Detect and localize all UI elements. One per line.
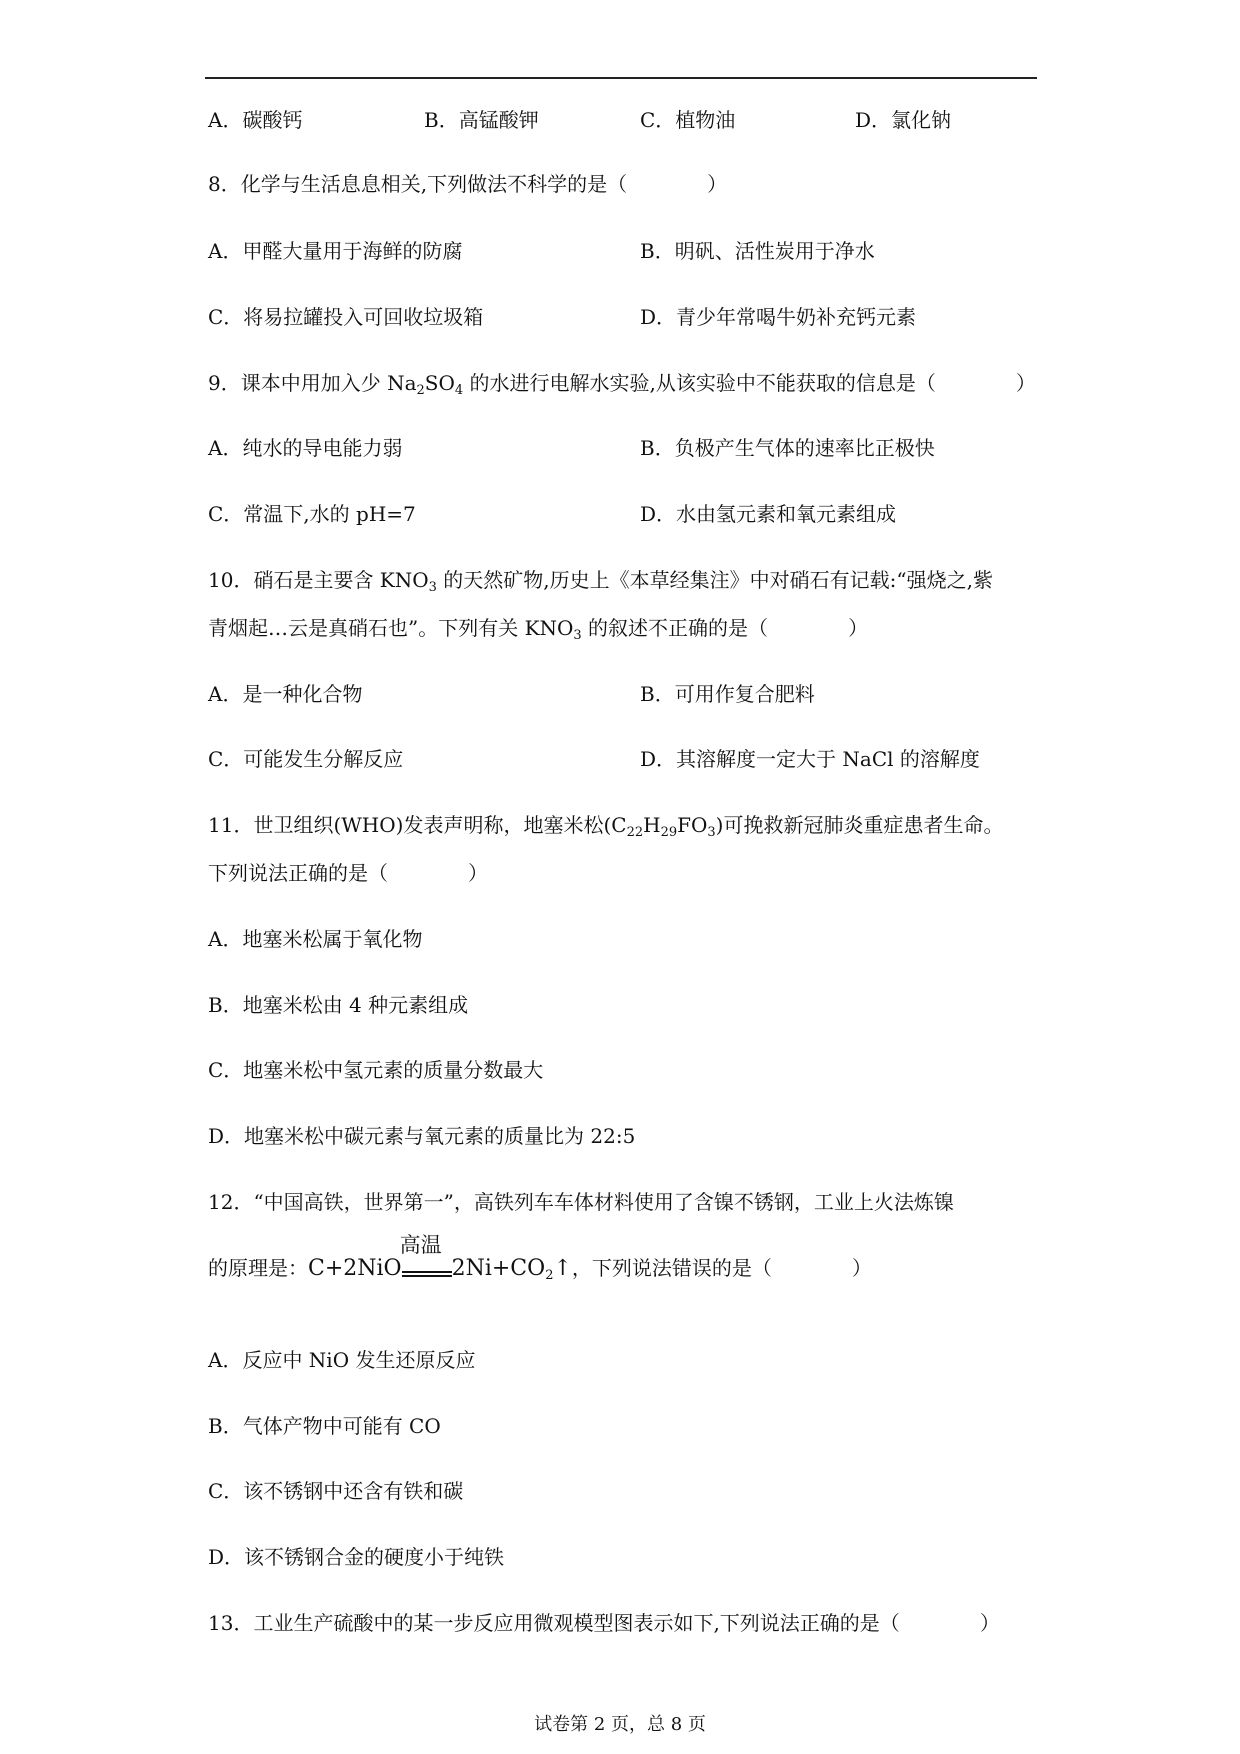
q8-option-d: D．青少年常喝牛奶补充钙元素 bbox=[640, 305, 917, 329]
q10-option-d: D．其溶解度一定大于 NaCl 的溶解度 bbox=[640, 747, 980, 771]
reaction-equation: C+2NiO 高温 $2Ni+CO_2↑$ bbox=[308, 1233, 572, 1283]
q11-stem-line1: 11．世卫组织(WHO)发表声明称，地塞米松$(C_{22}H_{29}FO_3)$可挽救新冠肺炎重症患者生命。 bbox=[208, 813, 1004, 840]
q10-option-c: C．可能发生分解反应 bbox=[208, 747, 404, 771]
q11-option-a: A．地塞米松属于氧化物 bbox=[208, 927, 423, 951]
q13-stem: 13．工业生产硫酸中的某一步反应用微观模型图表示如下,下列说法正确的是（ ） bbox=[208, 1611, 1000, 1635]
header-rule bbox=[205, 77, 1037, 79]
q8-option-c: C．将易拉罐投入可回收垃圾箱 bbox=[208, 305, 484, 329]
page-footer: 试卷第 2 页，总 8 页 bbox=[534, 1714, 706, 1735]
q7-option-d: D．氯化钠 bbox=[855, 108, 952, 132]
q7-option-c: C．植物油 bbox=[640, 108, 736, 132]
q8-option-b: B．明矾、活性炭用于净水 bbox=[640, 239, 875, 263]
q11-option-b: B．地塞米松由 4 种元素组成 bbox=[208, 993, 469, 1017]
q10-option-a: A．是一种化合物 bbox=[208, 682, 363, 706]
q11-option-d: D．地塞米松中碳元素与氧元素的质量比为 22:5 bbox=[208, 1124, 636, 1148]
q11-option-c: C．地塞米松中氢元素的质量分数最大 bbox=[208, 1058, 544, 1082]
q8-option-a: A．甲醛大量用于海鲜的防腐 bbox=[208, 239, 463, 263]
q12-option-d: D．该不锈钢合金的硬度小于纯铁 bbox=[208, 1545, 505, 1569]
q9-option-a: A．纯水的导电能力弱 bbox=[208, 436, 403, 460]
gas-arrow-icon: ↑ bbox=[553, 1256, 572, 1281]
q9-option-c: C．常温下,水的 pH=7 bbox=[208, 502, 416, 526]
q8-stem: 8．化学与生活息息相关,下列做法不科学的是（ ） bbox=[208, 172, 728, 196]
q10-option-b: B．可用作复合肥料 bbox=[640, 682, 815, 706]
q12-stem-line1: 12．“中国高铁，世界第一”，高铁列车车体材料使用了含镍不锈钢，工业上火法炼镍 bbox=[208, 1190, 954, 1214]
q12-stem-line2: 的原理是：C+2NiO 高温 $2Ni+CO_2↑$，下列说法错误的是（ ） bbox=[208, 1233, 872, 1283]
q10-stem-line2: 青烟起…云是真硝石也”。下列有关 $KNO_3$ 的叙述不正确的是（ ） bbox=[208, 616, 869, 643]
q9-option-d: D．水由氢元素和氧元素组成 bbox=[640, 502, 897, 526]
q12-option-c: C．该不锈钢中还含有铁和碳 bbox=[208, 1479, 464, 1503]
q9-stem: 9．课本中用加入少 $Na_2SO_4$ 的水进行电解水实验,从该实验中不能获取的信息是（ ） bbox=[208, 371, 1036, 398]
equals-sign-with-condition: 高温 bbox=[402, 1255, 452, 1283]
q12-option-a: A．反应中 NiO 发生还原反应 bbox=[208, 1348, 476, 1372]
q12-option-b: B．气体产物中可能有 CO bbox=[208, 1414, 441, 1438]
q7-option-a: A．碳酸钙 bbox=[208, 108, 303, 132]
q10-stem-line1: 10．硝石是主要含 $KNO_3$ 的天然矿物,历史上《本草经集注》中对硝石有记载:“强烧之,紫 bbox=[208, 568, 993, 595]
q9-option-b: B．负极产生气体的速率比正极快 bbox=[640, 436, 935, 460]
q7-option-b: B．高锰酸钾 bbox=[424, 108, 539, 132]
q11-stem-line2: 下列说法正确的是（ ） bbox=[208, 861, 488, 885]
